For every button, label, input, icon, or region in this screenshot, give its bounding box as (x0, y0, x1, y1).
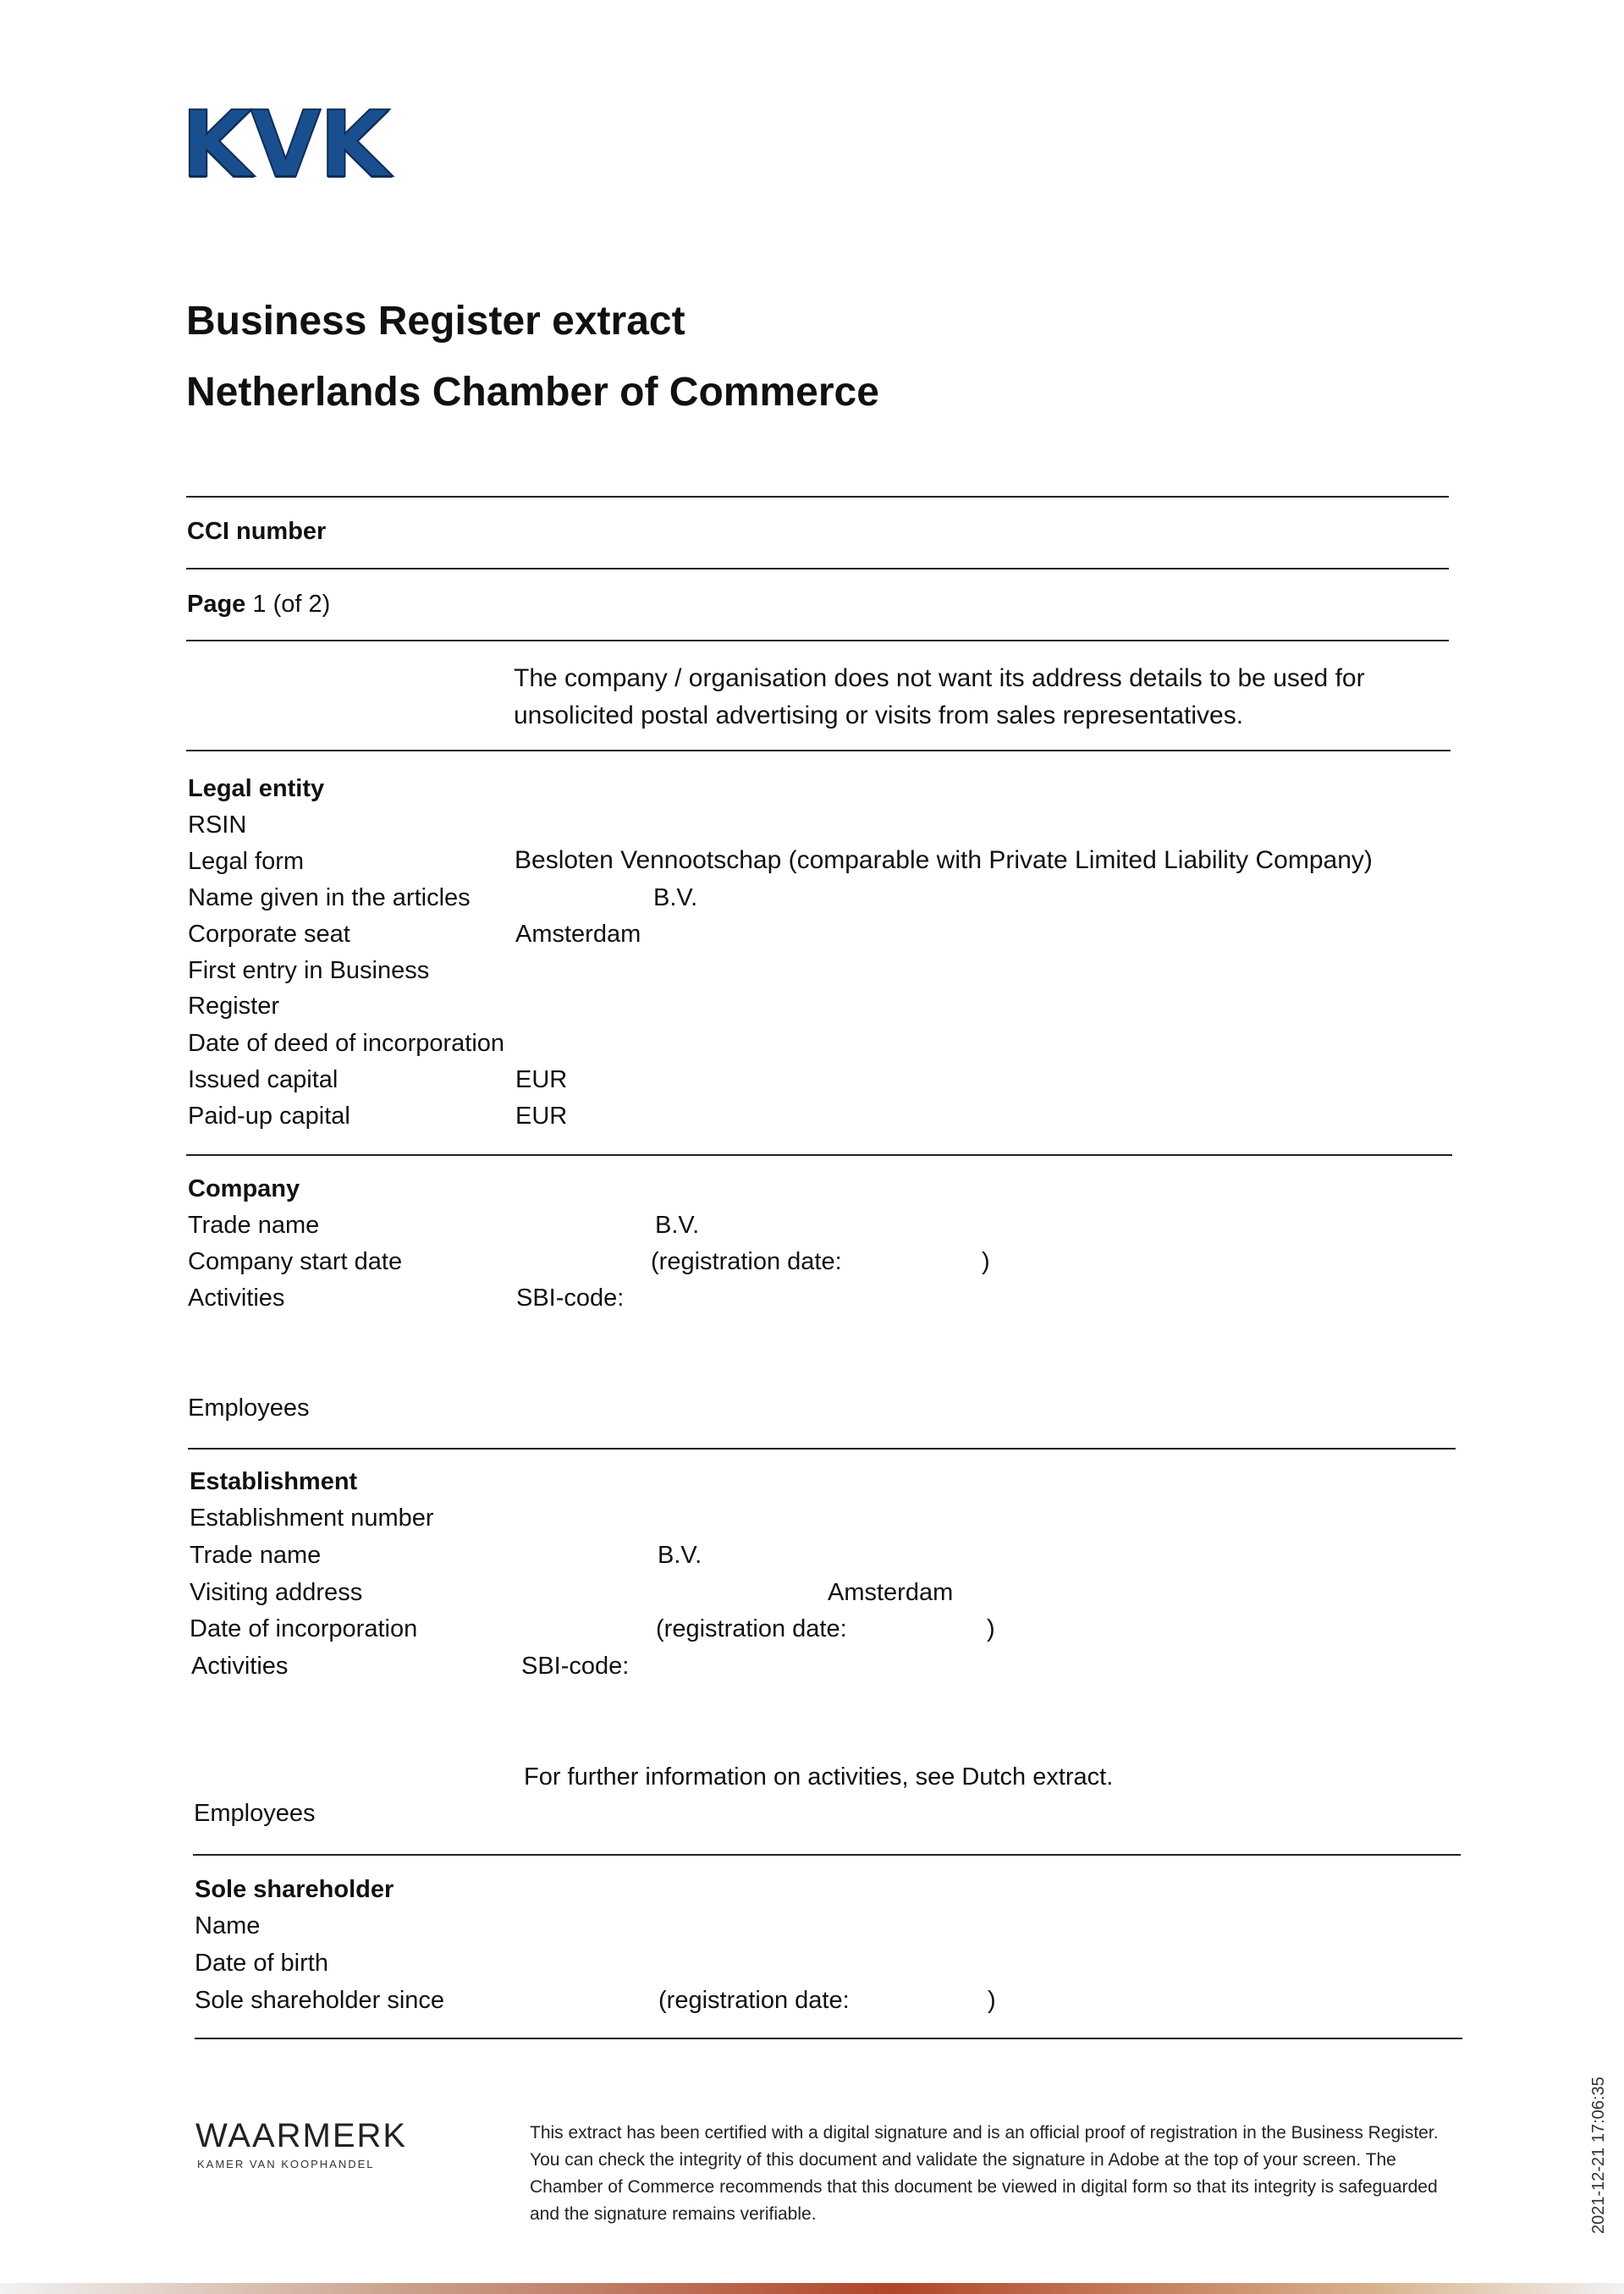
first-entry-label-cont: Register (188, 993, 279, 1020)
document-subtitle: Netherlands Chamber of Commerce (186, 370, 879, 415)
company-sbi-code: SBI-code: (516, 1285, 625, 1312)
shareholder-dob-label: Date of birth (195, 1950, 328, 1977)
shareholder-registration-date-close: ) (988, 1987, 996, 2014)
divider (186, 750, 1451, 751)
establishment-registration-date-close: ) (987, 1615, 995, 1642)
visiting-address-label: Visiting address (190, 1579, 363, 1606)
establishment-trade-name-value: B.V. (658, 1542, 702, 1569)
print-timestamp: 2021-12-21 17:06:35 (1589, 2077, 1608, 2234)
kvk-logo: KVK (181, 92, 388, 198)
page-number: 1 (of 2) (252, 591, 331, 618)
first-entry-label: First entry in Business (188, 957, 430, 984)
date-of-incorporation-label: Date of incorporation (190, 1615, 418, 1642)
establishment-sbi-code: SBI-code: (521, 1653, 630, 1680)
deed-date-label: Date of deed of incorporation (188, 1030, 505, 1057)
cci-number-label: CCI number (187, 518, 327, 545)
issued-capital-label: Issued capital (188, 1066, 339, 1093)
company-start-date-label: Company start date (188, 1248, 403, 1275)
articles-name-label: Name given in the articles (188, 884, 471, 911)
document-title: Business Register extract (186, 299, 685, 344)
address-usage-notice: The company / organisation does not want its address details to be used for unsolicited postal advertising or visits from sales representatives. (514, 664, 1365, 729)
scan-edge-bar (0, 2283, 1624, 2294)
paid-up-capital-value: EUR (515, 1103, 568, 1130)
visiting-address-value: Amsterdam (828, 1579, 954, 1606)
company-activities-label: Activities (188, 1285, 285, 1312)
establishment-trade-name-label: Trade name (190, 1542, 322, 1569)
divider (186, 496, 1449, 498)
establishment-activities-label: Activities (191, 1653, 289, 1680)
articles-name-value: B.V. (653, 884, 698, 911)
sole-shareholder-heading: Sole shareholder (195, 1876, 394, 1903)
shareholder-registration-date: (registration date: (658, 1987, 850, 2014)
corporate-seat-value: Amsterdam (515, 921, 641, 948)
certification-notice: This extract has been certified with a digital signature and is an official proof of registration in the Business Register. You can check the integrity of this document and validate the signature in Adobe at the top of your screen. The Chamber of Commerce recommends that this document be viewed in digital form so that its integrity is safeguarded and the signature remains verifiable. (530, 2123, 1439, 2224)
divider (193, 1854, 1461, 1856)
company-registration-date: (registration date: (651, 1248, 842, 1275)
company-heading: Company (188, 1175, 300, 1202)
company-registration-date-close: ) (982, 1248, 990, 1275)
legal-form-value: Besloten Vennootschap (comparable with Private Limited Liability Company) (515, 846, 1373, 874)
company-employees-label: Employees (188, 1395, 310, 1422)
divider (195, 2038, 1462, 2039)
legal-entity-heading: Legal entity (188, 775, 325, 802)
company-trade-name-value: B.V. (655, 1212, 700, 1239)
waarmerk-seal-subtitle: KAMER VAN KOOPHANDEL (197, 2158, 375, 2170)
waarmerk-seal: WAARMERK (195, 2117, 408, 2154)
divider (188, 1448, 1456, 1450)
divider (186, 640, 1449, 641)
issued-capital-value: EUR (515, 1066, 568, 1093)
further-info-note: For further information on activities, see Dutch extract. (524, 1763, 1114, 1791)
establishment-number-label: Establishment number (190, 1505, 434, 1532)
establishment-employees-label: Employees (194, 1800, 316, 1827)
rsin-label: RSIN (188, 811, 247, 839)
legal-form-label: Legal form (188, 848, 305, 875)
shareholder-name-label: Name (195, 1912, 261, 1939)
page-indicator (187, 591, 330, 619)
page-label: Page (187, 591, 246, 618)
company-trade-name-label: Trade name (188, 1212, 320, 1239)
divider (186, 1154, 1452, 1156)
establishment-heading: Establishment (190, 1468, 358, 1495)
divider (186, 568, 1449, 569)
establishment-registration-date: (registration date: (656, 1615, 847, 1642)
paid-up-capital-label: Paid-up capital (188, 1103, 350, 1130)
shareholder-since-label: Sole shareholder since (195, 1987, 445, 2014)
corporate-seat-label: Corporate seat (188, 921, 350, 948)
